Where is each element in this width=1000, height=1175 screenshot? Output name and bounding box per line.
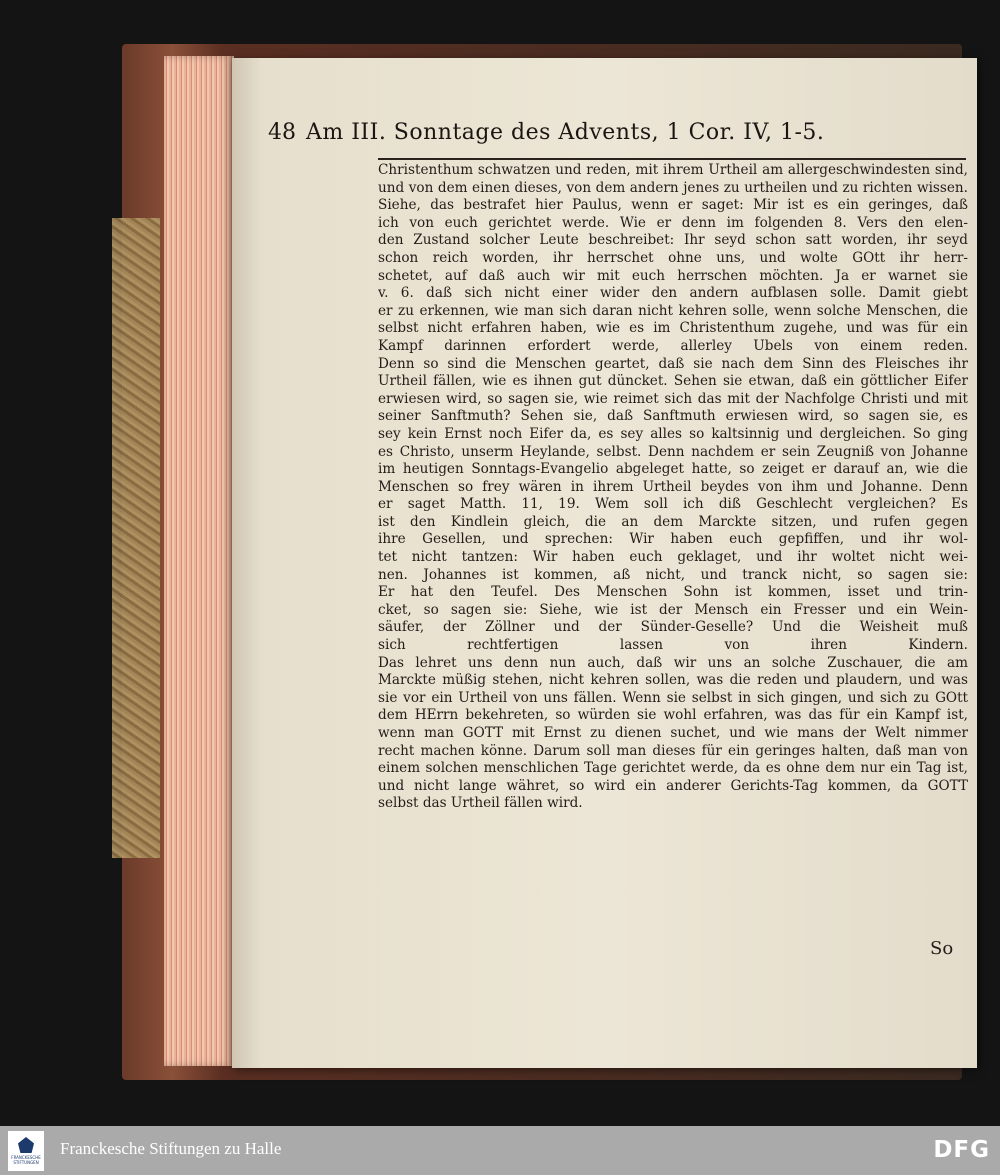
text-line: Siehe, das bestrafet hier Paulus, wenn er saget: Mir ist es ein geringes, daß (378, 197, 968, 214)
marbled-cover-edge (112, 218, 160, 858)
crest-icon (18, 1137, 34, 1153)
text-line: er saget Matth. 11, 19. Wem soll ich diß Geschlecht vergleichen? Es (378, 496, 968, 513)
text-line: wenn man GOTT mit Ernst zu dienen suchet, und wie mans der Welt nimmer (378, 725, 968, 741)
text-line: ist den Kindlein gleich, die an dem Marckte sitzen, und rufen gegen (378, 513, 968, 530)
text-line: selbst das Urtheil fällen wird. (378, 795, 583, 812)
text-line: sey kein Ernst noch Eifer da, es sey alles so kaltsinnig und dergleichen. So ging (378, 425, 968, 442)
dfg-logo[interactable]: DFG (933, 1137, 990, 1163)
text-line: selbst nicht erfahren haben, wie es im Christenthum zugehe, und was für ein (378, 320, 968, 337)
text-line: Das lehret uns denn nun auch, daß wir uns an solche Zuschauer, die am (378, 654, 968, 671)
viewer-footer (0, 1126, 1000, 1175)
text-line: schetet, auf daß auch wir mit euch herrschen möchten. Ja er warnet sie (378, 267, 968, 284)
text-line: im heutigen Sonntags-Evangelio abgeleget hatte, so zeiget er darauf an, wie die (378, 461, 968, 478)
text-line: v. 6. daß sich nicht einer wider den andern aufblasen solle. Damit giebt (378, 285, 968, 302)
running-head: Am III. Sonntage des Advents, 1 Cor. IV, 1-5. (306, 120, 825, 145)
text-line: Christenthum schwatzen und reden, mit ihrem Urtheil am allergeschwindesten sind, (378, 162, 968, 178)
institution-logo[interactable] (8, 1131, 44, 1171)
text-line: Kampf darinnen erfordert werde, allerley Ubels von einem reden. (378, 337, 968, 354)
text-line: Marckte müßig stehen, nicht kehren sollen, was die reden und plaudern, und was (378, 672, 968, 689)
text-line: Urtheil fällen, wie es ihnen gut düncket. Sehen sie etwan, daß ein göttlicher Eifer (378, 373, 968, 390)
text-line: erwiesen wird, so sagen sie, wie reimet sich das mit der Nachfolge Christi und mit (378, 390, 968, 407)
text-line: und nicht lange währet, so wird ein anderer Gerichts-Tag kommen, da GOTT (378, 777, 968, 794)
text-line: dem HErrn bekehreten, so würden sie wohl erfahren, was das für ein Kampf ist, (378, 707, 968, 724)
text-line: tet nicht tantzen: Wir haben euch geklaget, und ihr woltet nicht wei- (378, 549, 968, 566)
header-rule (378, 158, 966, 160)
text-line: säufer, der Zöllner und der Sünder-Geselle? Und die Weisheit muß (378, 619, 968, 636)
text-line: recht machen könne. Darum soll man dieses für ein geringes halten, daß man von (378, 742, 968, 759)
logo-label: FRANCKESCHE STIFTUNGEN (11, 1155, 41, 1165)
text-line: er zu erkennen, wie man sich daran nicht kehren solle, wenn solche Menschen, die (378, 302, 968, 319)
catchword: So (930, 938, 954, 959)
text-line: Denn so sind die Menschen geartet, daß sie nach dem Sinn des Fleisches ihr (378, 355, 968, 372)
page-header (268, 120, 968, 152)
text-line: schon reich worden, ihr herrschet ohne uns, und wolte GOtt ihr herr- (378, 249, 968, 266)
text-line: es Christo, unserm Heylande, selbst. Denn nachdem er sein Zeugniß von Johanne (378, 443, 968, 460)
institution-name[interactable]: Franckesche Stiftungen zu Halle (60, 1139, 282, 1158)
page-number: 48 (268, 120, 296, 145)
page-edges (164, 56, 234, 1066)
text-line: ihre Gesellen, und sprechen: Wir haben euch gepfiffen, und ihr wol- (378, 531, 968, 548)
text-line: sich rechtfertigen lassen von ihren Kindern. (378, 637, 968, 654)
text-line: cket, so sagen sie: Siehe, wie ist der Mensch ein Fresser und ein Wein- (378, 601, 968, 618)
text-line: einem solchen menschlichen Tage gerichtet werde, da es ohne dem nur ein Tag ist, (378, 760, 968, 777)
text-line: ich von euch gerichtet werde. Wie er denn im folgenden 8. Vers den elen- (378, 214, 968, 231)
text-line: Er hat den Teufel. Des Menschen Sohn ist kommen, isset und trin- (378, 584, 968, 601)
text-line: den Zustand solcher Leute beschreibet: Ihr seyd schon satt worden, ihr seyd (378, 232, 968, 249)
text-line: sie vor ein Urtheil von uns fällen. Wenn sie selbst in sich gingen, und sich zu GOtt (378, 689, 968, 706)
page-body (378, 162, 968, 813)
text-line: nen. Johannes ist kommen, aß nicht, und tranck nicht, so sagen sie: (378, 566, 968, 583)
text-line: und von dem einen dieses, von dem andern jenes zu urtheilen und zu richten wissen. (378, 179, 968, 196)
text-line: Menschen so frey wären in ihrem Urtheil beydes von ihm und Johanne. Denn (378, 478, 968, 495)
text-line: seiner Sanftmuth? Sehen sie, daß Sanftmuth erwiesen wird, so sagen sie, es (378, 408, 968, 425)
